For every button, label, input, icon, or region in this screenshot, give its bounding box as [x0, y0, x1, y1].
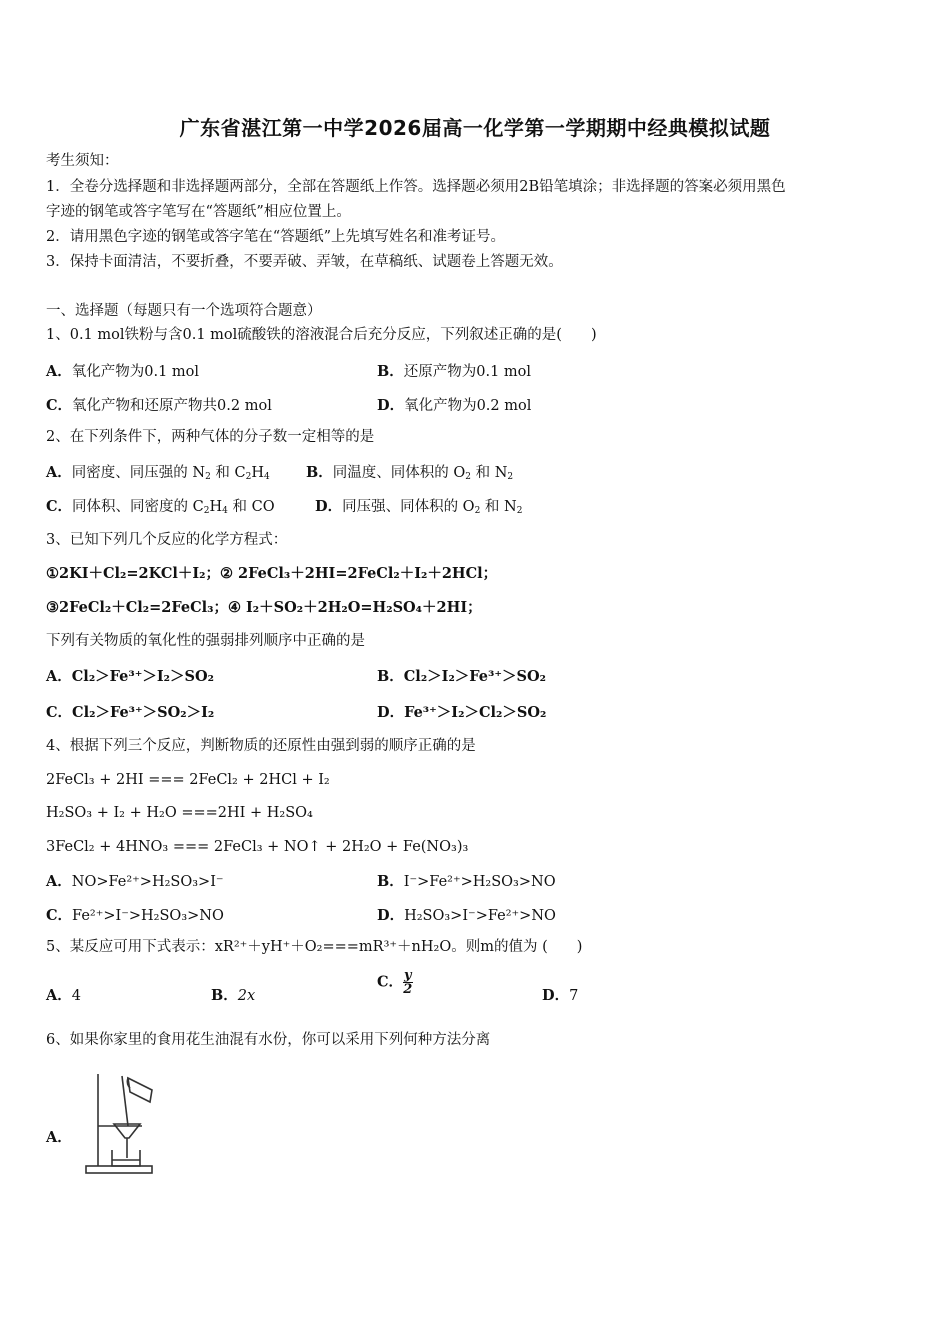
page-title: 广东省湛江第一中学2026届高一化学第一学期期中经典模拟试题 [179, 116, 771, 140]
filtration-apparatus-image [78, 1068, 160, 1184]
option-label: D． [377, 397, 405, 414]
subscript: 2 [203, 506, 210, 516]
q5-option-d[interactable] [542, 984, 578, 1005]
option-text: 同压强、同体积的 O [342, 499, 475, 515]
q4-option-d[interactable] [377, 904, 556, 925]
equation: ③2FeCl₂＋Cl₂=2FeCl₃；④ I₂＋SO₂＋2H₂O=H₂SO₄＋2HI； [46, 599, 482, 616]
option-label: C． [377, 973, 404, 991]
option-text: 4 [71, 988, 81, 1004]
option-text: 2x [237, 988, 256, 1004]
q1-option-d[interactable] [377, 394, 531, 415]
notice-item: 1．全卷分选择题和非选择题两部分，全部在答题纸上作答。选择题必须用2B铅笔填涂；非选择题的答案必须用黑色 [46, 179, 786, 195]
option-text: H₂SO₃>I⁻>Fe²⁺>NO [404, 908, 556, 924]
option-label: B． [306, 464, 333, 481]
q4-option-b[interactable] [377, 870, 556, 891]
option-text: Cl₂＞I₂＞Fe³⁺＞SO₂ [403, 668, 546, 685]
option-label: B． [377, 668, 404, 685]
option-text: 同体积、同密度的 C [72, 499, 204, 515]
option-text: Fe³⁺＞I₂＞Cl₂＞SO₂ [404, 704, 547, 721]
q5-option-c[interactable] [377, 969, 413, 996]
option-label: A． [46, 873, 72, 890]
q3-option-a[interactable] [46, 665, 214, 686]
option-text: 还原产物为0.1 mol [403, 364, 532, 380]
subscript: 2 [465, 472, 471, 482]
question-3-stem: 3、已知下列几个反应的化学方程式： [46, 532, 288, 548]
notice-item: 2．请用黑色字迹的钢笔或答字笔在“答题纸”上先填写姓名和准考证号。 [46, 229, 506, 245]
option-text: NO>Fe²⁺>H₂SO₃>I⁻ [71, 874, 224, 890]
option-text: 和 CO [227, 499, 275, 515]
question-3-prompt: 下列有关物质的氧化性的强弱排列顺序中正确的是 [46, 633, 365, 649]
fraction-denominator: 2 [403, 982, 413, 997]
subscript: 2 [516, 506, 523, 516]
q2-option-c[interactable] [46, 495, 275, 516]
equation: H₂SO₃ + I₂ + H₂O ===2HI + H₂SO₄ [46, 805, 313, 821]
option-text: 和 N [471, 465, 508, 481]
question-2-stem: 2、在下列条件下，两种气体的分子数一定相等的是 [46, 429, 375, 445]
option-label: C． [46, 397, 73, 414]
option-label: C． [46, 704, 73, 721]
subscript: 2 [205, 472, 211, 482]
option-label: A． [46, 987, 72, 1004]
q1-option-b[interactable] [377, 360, 531, 381]
notice-item: 3．保持卡面清洁，不要折叠，不要弄破、弄皱，在草稿纸、试题卷上答题无效。 [46, 254, 563, 270]
notice-item: 字迹的钢笔或答字笔写在“答题纸”相应位置上。 [46, 204, 351, 220]
question-5-stem: 5、某反应可用下式表示：xR²⁺＋yH⁺＋O₂===mR³⁺＋nH₂O。则m的值为 ( ) [46, 939, 583, 955]
fraction [403, 969, 413, 996]
option-text: H [251, 465, 265, 481]
question-6-stem: 6、如果你家里的食用花生油混有水份，你可以采用下列何种方法分离 [46, 1032, 491, 1048]
option-text: Fe²⁺>I⁻>H₂SO₃>NO [72, 908, 224, 924]
option-label: D． [542, 987, 570, 1004]
q4-option-a[interactable] [46, 870, 224, 891]
subscript: 2 [507, 472, 514, 482]
option-label: B． [377, 873, 404, 890]
option-text: I⁻>Fe²⁺>H₂SO₃>NO [403, 874, 556, 890]
option-text: 同温度、同体积的 O [332, 465, 466, 481]
option-label: C． [46, 498, 73, 515]
q1-option-c[interactable] [46, 394, 272, 415]
notice-heading: 考生须知： [46, 153, 119, 169]
section-heading: 一、选择题（每题只有一个选项符合题意） [46, 303, 322, 319]
q1-option-a[interactable] [46, 360, 199, 381]
option-text: Cl₂＞Fe³⁺＞SO₂＞I₂ [72, 704, 215, 721]
option-text: 氧化产物为0.1 mol [71, 364, 200, 380]
option-label: B． [377, 363, 404, 380]
q3-option-b[interactable] [377, 665, 546, 686]
option-label: A． [46, 363, 72, 380]
option-text: 氧化产物为0.2 mol [404, 398, 532, 414]
q2-option-b[interactable] [306, 461, 513, 482]
option-label: D． [377, 907, 405, 924]
question-4-stem: 4、根据下列三个反应，判断物质的还原性由强到弱的顺序正确的是 [46, 738, 476, 754]
option-label: D． [377, 704, 405, 721]
option-text: 同密度、同压强的 N [71, 465, 206, 481]
question-1-stem: 1、0.1 mol铁粉与含0.1 mol硫酸铁的溶液混合后充分反应，下列叙述正确的是( ) [46, 327, 597, 343]
equation: 3FeCl₂ + 4HNO₃ === 2FeCl₃ + NO↑ + 2H₂O + Fe(NO₃)₃ [46, 839, 469, 855]
subscript: 2 [474, 506, 481, 516]
q3-option-c[interactable] [46, 701, 214, 722]
option-text: Cl₂＞Fe³⁺＞I₂＞SO₂ [71, 668, 214, 685]
fraction-numerator: y [404, 968, 412, 983]
subscript: 4 [264, 472, 270, 482]
q2-option-d[interactable] [315, 495, 522, 516]
option-label: A． [46, 668, 72, 685]
q5-option-b[interactable] [211, 984, 255, 1005]
subscript: 2 [245, 472, 252, 482]
option-text: 和 C [210, 465, 246, 481]
option-label: C． [46, 907, 73, 924]
option-text: 和 N [480, 499, 517, 515]
q5-option-a[interactable] [46, 984, 81, 1005]
option-text: 氧化产物和还原产物共0.2 mol [72, 398, 272, 414]
pouring-beaker [128, 1078, 152, 1102]
option-label: A． [46, 464, 72, 481]
option-text: H [209, 499, 223, 515]
option-label: D． [315, 498, 343, 515]
q6-option-a-label[interactable]: A． [46, 1129, 72, 1146]
subscript: 4 [222, 506, 228, 516]
q4-option-c[interactable] [46, 904, 224, 925]
equation: ①2KI＋Cl₂=2KCl＋I₂；② 2FeCl₃＋2HI=2FeCl₂＋I₂＋2HCl； [46, 565, 498, 582]
option-text: 7 [569, 988, 579, 1004]
option-label: B． [211, 987, 238, 1004]
q2-option-a[interactable] [46, 461, 270, 482]
beaker [112, 1150, 140, 1166]
q3-option-d[interactable] [377, 701, 546, 722]
equation: 2FeCl₃ + 2HI === 2FeCl₂ + 2HCl + I₂ [46, 772, 330, 788]
stand-base [86, 1166, 152, 1173]
